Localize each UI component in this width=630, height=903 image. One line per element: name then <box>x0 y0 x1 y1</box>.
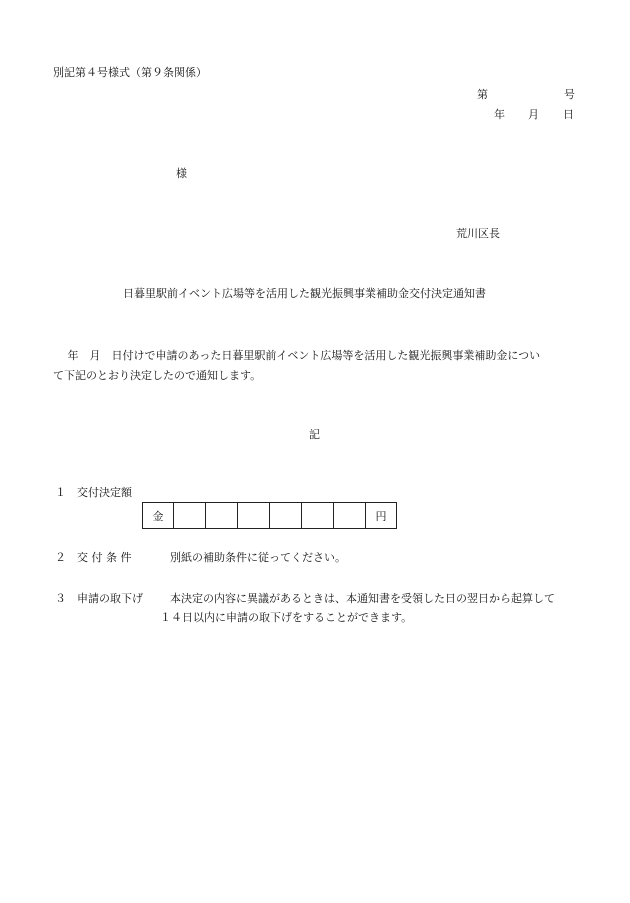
amount-kin-cell: 金 <box>143 503 174 529</box>
date-day: 日 <box>563 108 574 121</box>
amount-digit-cell <box>206 503 238 529</box>
item3-text-1: 本決定の内容に異議があるときは、本通知書を受領した日の翌日から起算して <box>170 592 555 605</box>
body-line-2: て下記のとおり決定したので通知します。 <box>53 369 262 382</box>
item2-number: ２ <box>55 551 66 564</box>
date-year: 年 <box>494 108 505 121</box>
date-month: 月 <box>528 108 539 121</box>
item3-number: ３ <box>55 592 66 605</box>
body-line-1: 年 月 日付けで申請のあった日暮里駅前イベント広場等を活用した観光振興事業補助金につい <box>53 349 541 362</box>
amount-digit-cell <box>174 503 206 529</box>
amount-digit-cell <box>270 503 302 529</box>
amount-digit-cell <box>334 503 366 529</box>
form-label: 別記第４号様式（第９条関係） <box>53 66 207 79</box>
document-title: 日暮里駅前イベント広場等を活用した観光振興事業補助金交付決定通知書 <box>123 287 486 300</box>
amount-digit-cell <box>302 503 334 529</box>
number-dai: 第 <box>477 88 488 101</box>
ki-heading: 記 <box>309 428 320 441</box>
amount-table <box>142 502 397 529</box>
item1-label: 交付決定額 <box>77 486 132 499</box>
item2-label: 交 付 条 件 <box>77 551 132 564</box>
issuer: 荒川区長 <box>456 227 500 240</box>
item1-number: １ <box>55 486 66 499</box>
amount-en-cell: 円 <box>366 503 397 529</box>
recipient-sama: 様 <box>176 167 187 180</box>
item3-label: 申請の取下げ <box>77 592 143 605</box>
item3-text-2: １４日以内に申請の取下げをすることができます。 <box>160 611 413 624</box>
item2-text: 別紙の補助条件に従ってください。 <box>170 551 346 564</box>
number-go: 号 <box>564 88 575 101</box>
amount-digit-cell <box>238 503 270 529</box>
